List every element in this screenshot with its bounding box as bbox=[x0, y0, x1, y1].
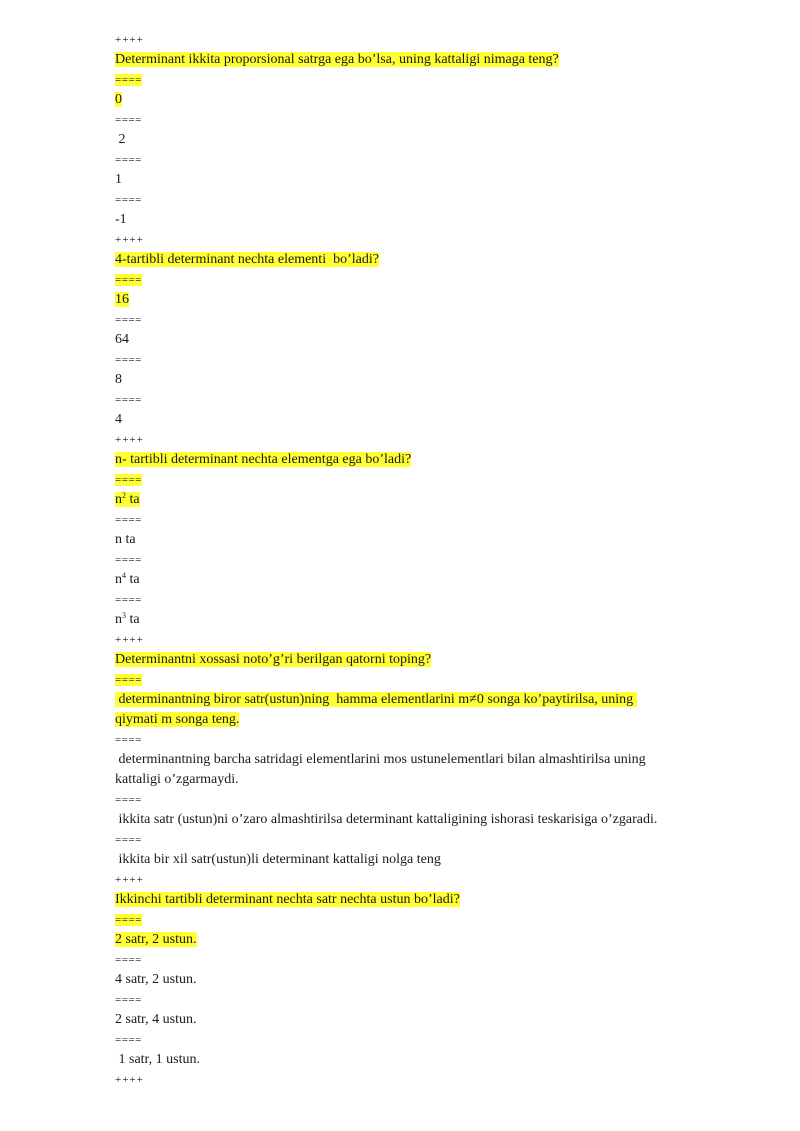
answer-option: determinantning barcha satridagi elementlarini mos ustunelementlari bilan almashtirilsa uning bbox=[115, 752, 650, 767]
equal-separator: ==== bbox=[115, 154, 142, 166]
equal-separator: ==== bbox=[115, 114, 142, 126]
plus-separator: ++++ bbox=[115, 874, 144, 886]
equal-separator: ==== bbox=[115, 354, 142, 366]
correct-answer: determinantning biror satr(ustun)ning hamma elementlarini m≠0 songa ko’paytirilsa, uning bbox=[115, 692, 637, 707]
answer-option: 1 bbox=[115, 172, 122, 187]
equal-separator: ==== bbox=[115, 394, 142, 406]
equal-separator: ==== bbox=[115, 794, 142, 806]
equal-separator: ==== bbox=[115, 314, 142, 326]
answer-option: $n^4$ ta bbox=[115, 571, 140, 587]
correct-answer: $n^2$ ta bbox=[115, 491, 140, 507]
answer-option: ikkita bir xil satr(ustun)li determinant kattaligi nolga teng bbox=[115, 852, 441, 867]
correct-answer: 2 satr, 2 ustun. bbox=[115, 932, 197, 947]
question-text: Determinant ikkita proporsional satrga ega bo’lsa, uning kattaligi nimaga teng? bbox=[115, 52, 559, 67]
equal-separator: ==== bbox=[115, 674, 142, 686]
plus-separator: ++++ bbox=[115, 434, 144, 446]
question-text: n- tartibli determinant nechta elementga ega bo’ladi? bbox=[115, 452, 412, 467]
equal-separator: ==== bbox=[115, 954, 142, 966]
equal-separator: ==== bbox=[115, 734, 142, 746]
question-text: 4-tartibli determinant nechta elementi bo’ladi? bbox=[115, 252, 379, 267]
equal-separator: ==== bbox=[115, 274, 142, 286]
equal-separator: ==== bbox=[115, 74, 142, 86]
answer-option: 64 bbox=[115, 332, 129, 347]
answer-option: 2 bbox=[115, 132, 126, 147]
plus-separator: ++++ bbox=[115, 234, 144, 246]
answer-option: 2 satr, 4 ustun. bbox=[115, 1012, 197, 1027]
answer-option: 1 satr, 1 ustun. bbox=[115, 1052, 200, 1067]
plus-separator: ++++ bbox=[115, 34, 144, 46]
equal-separator: ==== bbox=[115, 474, 142, 486]
answer-option: 4 satr, 2 ustun. bbox=[115, 972, 197, 987]
question-text: Ikkinchi tartibli determinant nechta satr nechta ustun bo’ladi? bbox=[115, 892, 460, 907]
answer-option: n ta bbox=[115, 532, 136, 547]
equal-separator: ==== bbox=[115, 554, 142, 566]
answer-option-continued: kattaligi o’zgarmaydi. bbox=[115, 772, 239, 787]
answer-option: 8 bbox=[115, 372, 122, 387]
answer-option: -1 bbox=[115, 212, 127, 227]
correct-answer: 0 bbox=[115, 92, 122, 107]
equal-separator: ==== bbox=[115, 994, 142, 1006]
equal-separator: ==== bbox=[115, 514, 142, 526]
plus-separator: ++++ bbox=[115, 1074, 144, 1086]
equal-separator: ==== bbox=[115, 914, 142, 926]
correct-answer-continued: qiymati m songa teng. bbox=[115, 712, 240, 727]
equal-separator: ==== bbox=[115, 594, 142, 606]
answer-option: 4 bbox=[115, 412, 122, 427]
question-list bbox=[115, 30, 755, 1090]
equal-separator: ==== bbox=[115, 834, 142, 846]
correct-answer: 16 bbox=[115, 292, 129, 307]
answer-option: ikkita satr (ustun)ni o’zaro almashtirilsa determinant kattaligining ishorasi teskarisiga o’zgaradi. bbox=[115, 812, 658, 827]
equal-separator: ==== bbox=[115, 1034, 142, 1046]
plus-separator: ++++ bbox=[115, 634, 144, 646]
question-text: Determinantni xossasi noto’g’ri berilgan qatorni toping? bbox=[115, 652, 432, 667]
answer-option: $n^3$ ta bbox=[115, 611, 140, 627]
equal-separator: ==== bbox=[115, 194, 142, 206]
